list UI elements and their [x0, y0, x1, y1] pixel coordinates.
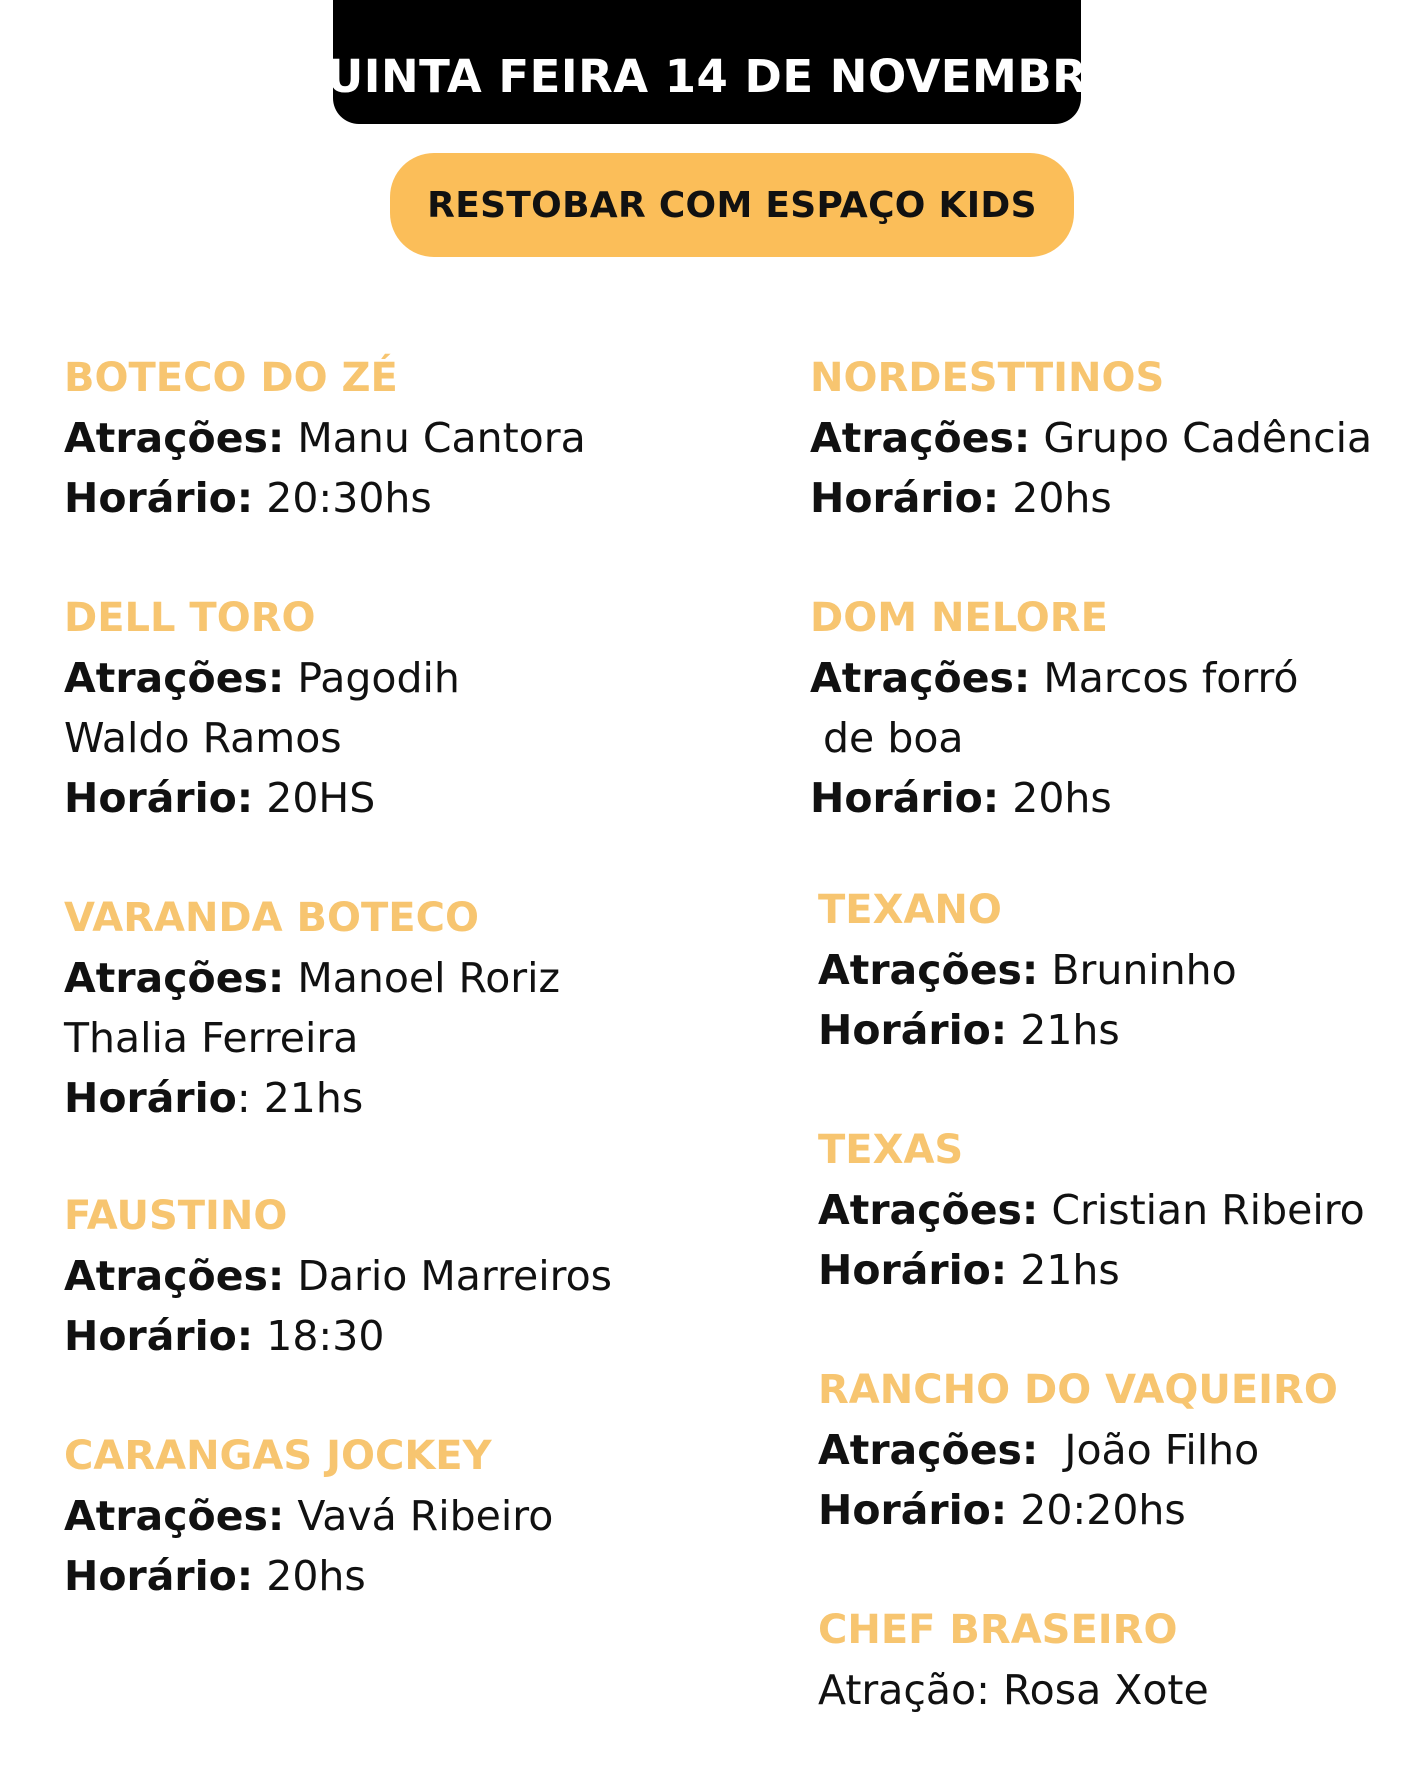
schedule-line: Horário: 20hs	[810, 774, 1112, 822]
venue-card-chef-braseiro	[818, 1600, 1209, 1720]
schedule-line: Horário: 21hs	[818, 1246, 1120, 1294]
venue-name: RANCHO DO VAQUEIRO	[818, 1367, 1338, 1413]
venue-name: CARANGAS JOCKEY	[64, 1433, 492, 1479]
venue-name: BOTECO DO ZÉ	[64, 355, 398, 401]
venue-name: NORDESTTINOS	[810, 355, 1165, 401]
category-pill	[390, 153, 1074, 257]
attractions-line: Atrações: Manoel Roriz	[64, 954, 561, 1002]
venue-card-nordesttinos	[810, 348, 1372, 528]
venue-card-carangas-jockey	[64, 1426, 553, 1606]
schedule-line: Horário: 20:30hs	[64, 474, 432, 522]
attractions-continuation: Thalia Ferreira	[64, 1014, 359, 1062]
venue-name: CHEF BRASEIRO	[818, 1607, 1178, 1653]
attractions-line: Atrações: Vavá Ribeiro	[64, 1492, 554, 1540]
venue-name: DOM NELORE	[810, 595, 1108, 641]
attraction-line: Atração: Rosa Xote	[818, 1666, 1209, 1714]
attractions-line: Atrações: Pagodih	[64, 654, 460, 702]
attractions-line: Atrações: Grupo Cadência	[810, 414, 1373, 462]
schedule-line: Horário: 20hs	[64, 1552, 366, 1600]
venue-card-dell-toro	[64, 588, 460, 828]
attractions-continuation: Waldo Ramos	[64, 714, 342, 762]
schedule-line: Horário: 21hs	[64, 1074, 364, 1122]
venue-card-texas	[818, 1120, 1365, 1300]
venue-name: DELL TORO	[64, 595, 316, 641]
date-banner	[287, 0, 1127, 124]
event-date: QUINTA FEIRA 14 DE NOVEMBRO	[287, 49, 1127, 103]
venue-card-faustino	[64, 1186, 612, 1366]
schedule-line: Horário: 20:20hs	[818, 1486, 1186, 1534]
venue-card-varanda-boteco	[64, 888, 560, 1128]
venue-card-boteco-do-ze	[64, 348, 586, 528]
venue-card-rancho-do-vaqueiro	[818, 1360, 1338, 1540]
schedule-line: Horário: 20hs	[810, 474, 1112, 522]
attractions-line: Atrações: Manu Cantora	[64, 414, 586, 462]
venue-name: TEXAS	[818, 1127, 964, 1173]
venue-name: FAUSTINO	[64, 1193, 288, 1239]
attractions-line: Atrações: Bruninho	[818, 946, 1237, 994]
schedule-line: Horário: 20HS	[64, 774, 376, 822]
venue-card-dom-nelore	[810, 588, 1299, 828]
venue-name: VARANDA BOTECO	[64, 895, 479, 941]
schedule-line: Horário: 21hs	[818, 1006, 1120, 1054]
attractions-line: Atrações: Cristian Ribeiro	[818, 1186, 1365, 1234]
attractions-line: Atrações: João Filho	[818, 1426, 1260, 1474]
attractions-line: Atrações: Dario Marreiros	[64, 1252, 613, 1300]
venue-name: TEXANO	[818, 887, 1002, 933]
schedule-line: Horário: 18:30	[64, 1312, 385, 1360]
venue-card-texano	[818, 880, 1237, 1060]
attractions-line: Atrações: Marcos forró	[810, 654, 1299, 702]
attractions-continuation: de boa	[810, 714, 964, 762]
category-label: RESTOBAR COM ESPAÇO KIDS	[427, 184, 1037, 226]
